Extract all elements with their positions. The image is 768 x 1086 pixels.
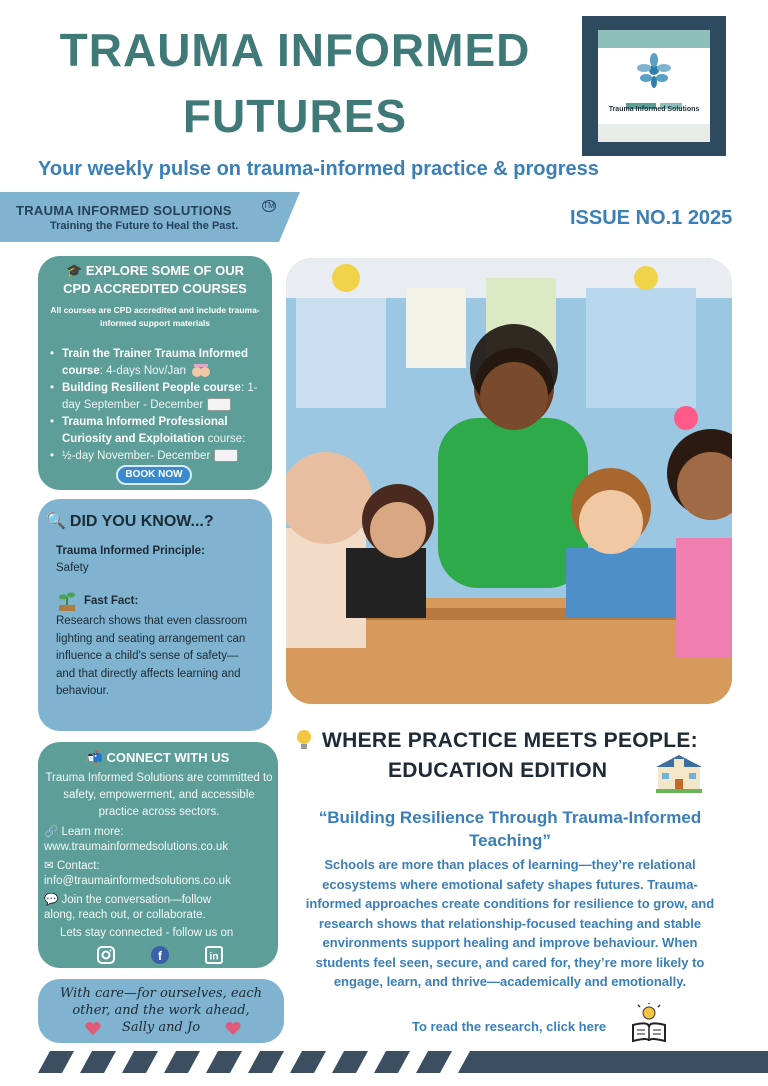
course-name: Train the Trainer Trauma Informed course — [62, 348, 248, 377]
fast-fact — [56, 591, 138, 611]
book-now-button[interactable]: BOOK NOW — [116, 465, 192, 485]
article-title: “Building Resilience Through Trauma-Informed Teaching” — [318, 808, 702, 850]
lightbulb-icon — [294, 728, 314, 752]
course-detail: : 4-days Nov/Jan — [99, 365, 187, 377]
link-icon: 🔗 — [44, 826, 62, 838]
newsletter-title-line2: FUTURES — [182, 90, 408, 142]
connect-intro: Trauma Informed Solutions are committed to safety, empowerment, and accessible practice across sectors. — [45, 772, 273, 818]
seedling-icon — [56, 591, 78, 611]
feature-heading-line1: WHERE PRACTICE MEETS PEOPLE: — [322, 729, 698, 752]
learn-more — [44, 824, 124, 838]
book-lightbulb-icon — [630, 1003, 668, 1043]
course-list — [50, 346, 272, 465]
issue-number: ISSUE NO.1 2025 — [570, 207, 733, 229]
banner-brand-name: TRAUMA INFORMED SOLUTIONS — [16, 203, 232, 218]
facebook-icon[interactable] — [150, 945, 170, 965]
graduation-cap-icon: 🎓 — [66, 263, 86, 278]
course-detail: ½-day November- December — [62, 450, 211, 462]
learn-more-label: Learn more: — [61, 826, 124, 838]
join-text: Join the conversation—follow — [61, 894, 212, 906]
article-body: Schools are more than places of learning—they’re relational ecosystems where emotional safety shapes futures. Trauma-informed approaches create conditions for resilience to grow, and research shows that relationship-focused teaching and stable environments support healing and improve behaviour. When students feel seen, secure, and cared for, they’re more likely to engage, learn, and thrive—academically and emotionally. — [305, 857, 715, 989]
signoff-line1: With care—for ourselves, each — [60, 986, 262, 1001]
brand-logo — [582, 16, 726, 156]
courses-title — [38, 262, 272, 298]
signoff-card — [38, 979, 284, 1043]
fast-fact-body: Research shows that even classroom lighting and seating arrangement can influence a child's sense of safety—and that directly affects learning and behaviour. — [56, 615, 248, 697]
footer-bar — [486, 1051, 768, 1073]
signoff-line2: other, and the work ahead, — [72, 1003, 250, 1018]
courses-card — [38, 256, 272, 490]
website-link[interactable]: www.traumainformedsolutions.co.uk — [44, 841, 229, 853]
heart-hands-icon — [224, 1021, 242, 1037]
did-you-know-card — [38, 499, 272, 731]
course-name: Building Resilient People course — [62, 382, 241, 394]
presentation-icon — [214, 449, 238, 462]
course-detail: : 1-day September - December — [62, 382, 258, 411]
connect-card — [38, 742, 278, 968]
mailbox-icon: 📬 — [86, 750, 107, 765]
email-link[interactable]: info@traumainformedsolutions.co.uk — [44, 875, 231, 887]
svg-text:in: in — [209, 951, 219, 963]
connect-heading: CONNECT WITH US — [106, 750, 230, 765]
follow-text: Lets stay connected - follow us on — [60, 927, 234, 939]
signoff-line3: Sally and Jo — [121, 1020, 201, 1035]
hands-icon — [190, 364, 212, 378]
principle-label: Trauma Informed Principle: — [56, 545, 205, 557]
instagram-icon[interactable] — [96, 945, 116, 965]
fast-fact-label: Fast Fact: — [84, 595, 139, 608]
feature-heading-line2: EDUCATION EDITION — [388, 759, 608, 782]
contact — [44, 858, 100, 872]
courses-title-line2: CPD ACCREDITED COURSES — [63, 281, 247, 296]
list-item — [50, 346, 272, 380]
course-detail: course: — [204, 433, 246, 445]
did-you-know-heading: DID YOU KNOW...? — [69, 513, 214, 530]
trademark-mark: TM — [263, 201, 275, 210]
list-item — [50, 380, 272, 414]
courses-title-line1: EXPLORE SOME OF OUR — [85, 263, 244, 278]
linkedin-icon[interactable] — [204, 945, 224, 965]
join-line — [44, 892, 211, 906]
logo-text: Trauma Informed Solutions — [608, 106, 700, 113]
signoff-text — [38, 985, 284, 1036]
banner-tagline: Training the Future to Heal the Past. — [50, 220, 239, 232]
contact-label: Contact: — [56, 860, 100, 872]
list-item — [50, 448, 272, 465]
did-you-know-title — [46, 511, 214, 531]
presentation-icon — [207, 398, 231, 411]
classroom-photo — [286, 258, 732, 704]
school-icon — [656, 755, 702, 793]
list-item — [50, 414, 272, 448]
lotus-icon — [634, 52, 674, 92]
research-link[interactable]: To read the research, click here — [412, 1019, 607, 1034]
speech-bubble-icon: 💬 — [44, 894, 62, 906]
heart-hands-icon — [84, 1021, 102, 1037]
subtitle: Your weekly pulse on trauma-informed practice & progress — [38, 158, 599, 180]
envelope-icon: ✉ — [44, 860, 57, 872]
footer-stripes — [30, 1051, 490, 1073]
principle-value: Safety — [56, 562, 89, 574]
course-name: Trauma Informed Professional Curiosity and Exploitation — [62, 416, 228, 445]
courses-note: All courses are CPD accredited and include trauma-informed support materials — [50, 305, 260, 328]
join-line2: along, reach out, or collaborate. — [44, 909, 206, 921]
connect-title — [38, 750, 278, 766]
magnifier-icon: 🔍 — [46, 513, 66, 530]
newsletter-title-line1: TRAUMA INFORMED — [59, 24, 531, 76]
svg-text:f: f — [158, 949, 162, 963]
